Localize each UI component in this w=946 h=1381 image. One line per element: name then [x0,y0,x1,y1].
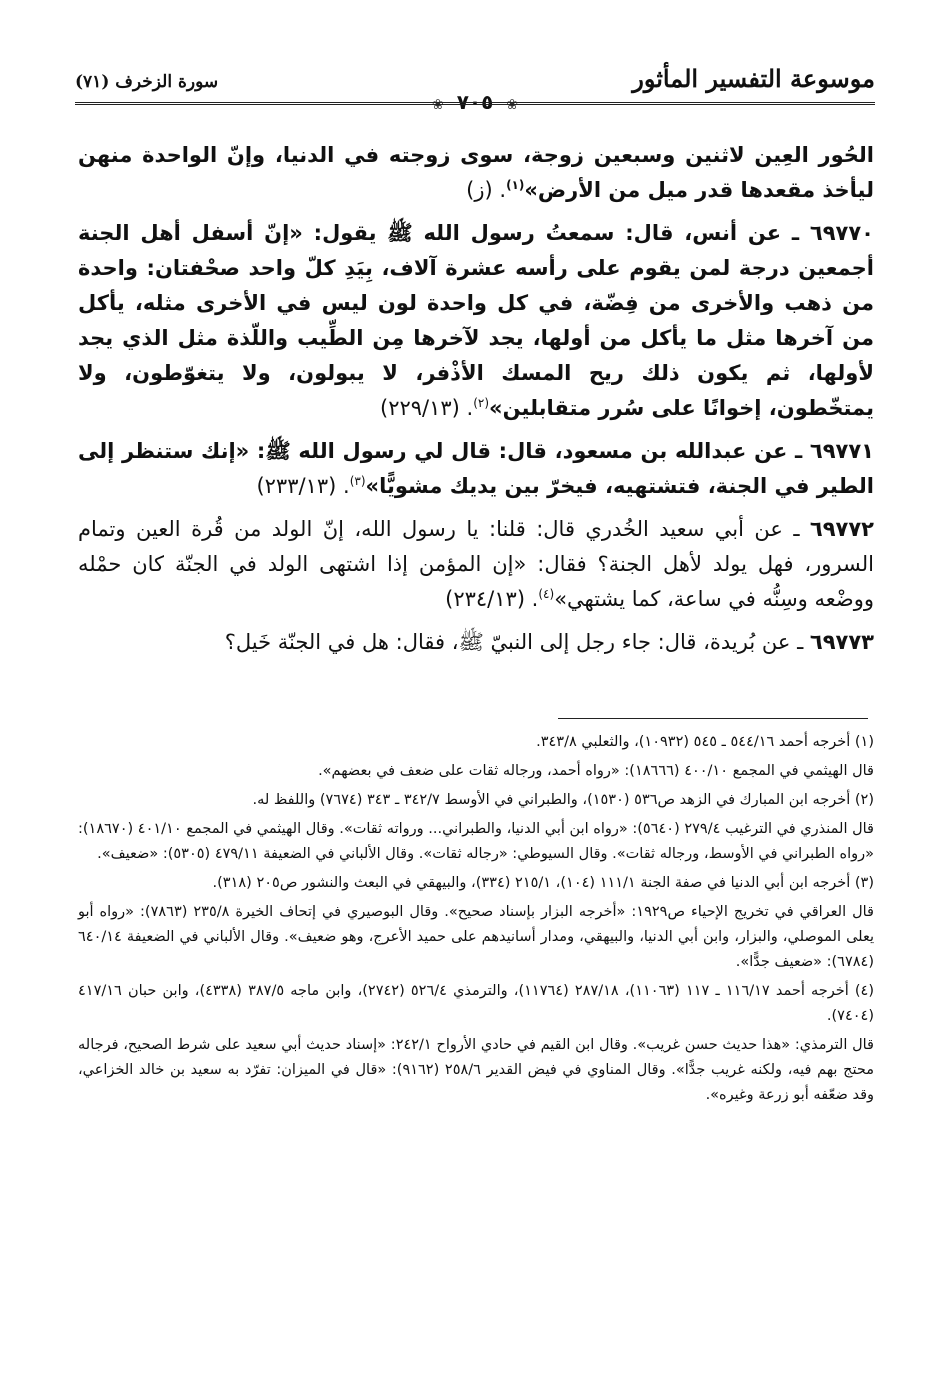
hadith-paragraph [78,512,874,617]
hadith-number: ٦٩٧٧٢ [809,517,874,541]
paragraph-text: الحُور العِين لاثنين وسبعين زوجة، سوى زوجته في الدنيا، وإنّ الواحدة منهن ليأخذ مقعدها قدر ميل من الأرض» [78,143,874,202]
book-title: موسوعة التفسير المأثور [632,64,875,93]
footnote: (١) أخرجه أحمد ٥٤٤/١٦ ـ ٥٤٥ (١٠٩٣٢)، والثعلبي ٣٤٣/٨. [536,734,874,750]
paragraph-text: ـ عن أنس، قال: سمعتُ رسول الله ﷺ يقول: «إنّ أسفل أهل الجنة أجمعين درجة لمن يقوم على رأسه عشرة آلاف، بِيَدِ كلّ واحد صحْفتان: واحدة من ذهب والأخرى من فِضّة، في كل واحدة لون ليس في الأخرى مثله، يأكل من آخرها مثل ما يأكل من أولها، يجد لآخرها مِن الطِّيب واللّذة مثل الذي يجد لأولها، ثم يكون ذلك ريح المسك الأذْفر، لا يبولون، ولا يتغوّطون، ولا يمتخّطون، إخوانًا على سُرر متقابلين» [78,221,874,420]
footnotes [78,730,874,1112]
paragraph-text: ـ عن بُريدة، قال: جاء رجل إلى النبيّ ﷺ، فقال: هل في الجنّة خَيل؟ [224,630,810,654]
header-rule [75,102,875,105]
hadith-number: ٦٩٧٧٣ [809,630,874,654]
ornament-right-icon: ❀ [506,97,519,113]
paragraph-text: ـ عن عبدالله بن مسعود، قال: قال لي رسول الله ﷺ: «إنك ستنظر إلى الطير في الجنة، فتشتهيه، فيخرّ بين يديك مشويًّا» [78,439,874,498]
footnote: قال العراقي في تخريج الإحياء ص١٩٢٩: «أخرجه البزار بإسناد صحيح». وقال البوصيري في إتحاف الخيرة ٢٣٥/٨ (٧٨٦٣): «رواه أبو يعلى الموصلي، والبزار، وابن أبي الدنيا، والبيهقي، ومدار أسانيدهم على حميد الأعرج، وهو ضعيف». وقال الألباني في الضعيفة ٦٤٠/١٤ (٦٧٨٤): «ضعيف جدًّا». [78,904,874,970]
paragraph-ref: . (٢٢٩/١٣) [379,396,474,420]
footnote: (٣) أخرجه ابن أبي الدنيا في صفة الجنة ١١١/١ (١٠٤)، ٢١٥/١ (٣٣٤)، والبيهقي في البعث والنشور ص٢٠٥ (٣١٨). [212,875,874,891]
footnote: قال المنذري في الترغيب ٢٧٩/٤ (٥٦٤٠): «رواه ابن أبي الدنيا، والطبراني... ورواته ثقات». وقال الهيثمي في المجمع ٤٠١/١٠ (١٨٦٧٠): «رواه الطبراني في الأوسط، ورجاله ثقات». وقال السيوطي: «رجاله ثقات». وقال الألباني في الضعيفة ٤٧٩/١١ (٥٣٠٥): «ضعيف». [78,821,874,862]
footnote: (٤) أخرجه أحمد ١١٦/١٧ ـ ١١٧ (١١٠٦٣)، ٢٨٧/١٨ (١١٧٦٤)، والترمذي ٥٢٦/٤ (٢٧٤٢)، وابن ماجه ٣٨٧/٥ (٤٣٣٨)، وابن حبان ٤١٧/١٦ (٧٤٠٤). [78,983,874,1024]
hadith-paragraph [78,216,874,426]
hadith-number: ٦٩٧٧٠ [809,221,874,245]
main-text [78,138,874,668]
surah-title: سورة الزخرف (٧١) [75,72,219,92]
hadith-paragraph [78,625,874,660]
paragraph-ref: . (ز) [466,178,507,202]
paragraph-ref: . (٢٣٣/١٣) [256,474,350,498]
footnote-marker: (٣) [349,474,366,488]
footnote: قال الهيثمي في المجمع ٤٠٠/١٠ (١٨٦٦٦): «رواه أحمد، ورجاله ثقات على ضعف في بعضهم». [318,763,874,779]
footnote-separator [558,718,868,719]
ornament-left-icon: ❀ [431,97,444,113]
hadith-paragraph [78,434,874,504]
footnote-marker: (٤) [538,587,555,601]
footnote: قال الترمذي: «هذا حديث حسن غريب». وقال ابن القيم في حادي الأرواح ٢٤٢/١: «إسناد حديث أبي سعيد على شرط الصحيح، فرجاله محتج بهم فيه، ولكنه غريب جدًّا». وقال المناوي في فيض القدير ٢٥٨/٦ (٩١٦٢): «قال في الميزان: تفرّد به سعيد بن خالد الخزاعي، وقد ضعّفه أبو زرعة وغيره». [78,1037,874,1103]
page-header [75,62,875,114]
paragraph-ref: . (٢٣٤/١٣) [445,587,539,611]
paragraph-continuation [78,138,874,208]
page-number: ٧٠٥ [456,90,494,114]
footnote: (٢) أخرجه ابن المبارك في الزهد ص٥٣٦ (١٥٣٠)، والطبراني في الأوسط ٣٤٢/٧ ـ ٣٤٣ (٧٦٧٤) واللفظ له. [252,792,874,808]
paragraph-text: ـ عن أبي سعيد الخُدري قال: قلنا: يا رسول الله، إنّ الولد من قُرة العين وتمام السرور، فهل يولد لأهل الجنة؟ فقال: «إن المؤمن إذا اشتهى الولد في الجنّة كان حمْله ووضْعه وسِنُّه في ساعة، كما يشتهي» [78,517,874,611]
footnote-marker: (١) [506,178,525,192]
footnote-marker: (٢) [473,396,490,410]
hadith-number: ٦٩٧٧١ [809,439,874,463]
